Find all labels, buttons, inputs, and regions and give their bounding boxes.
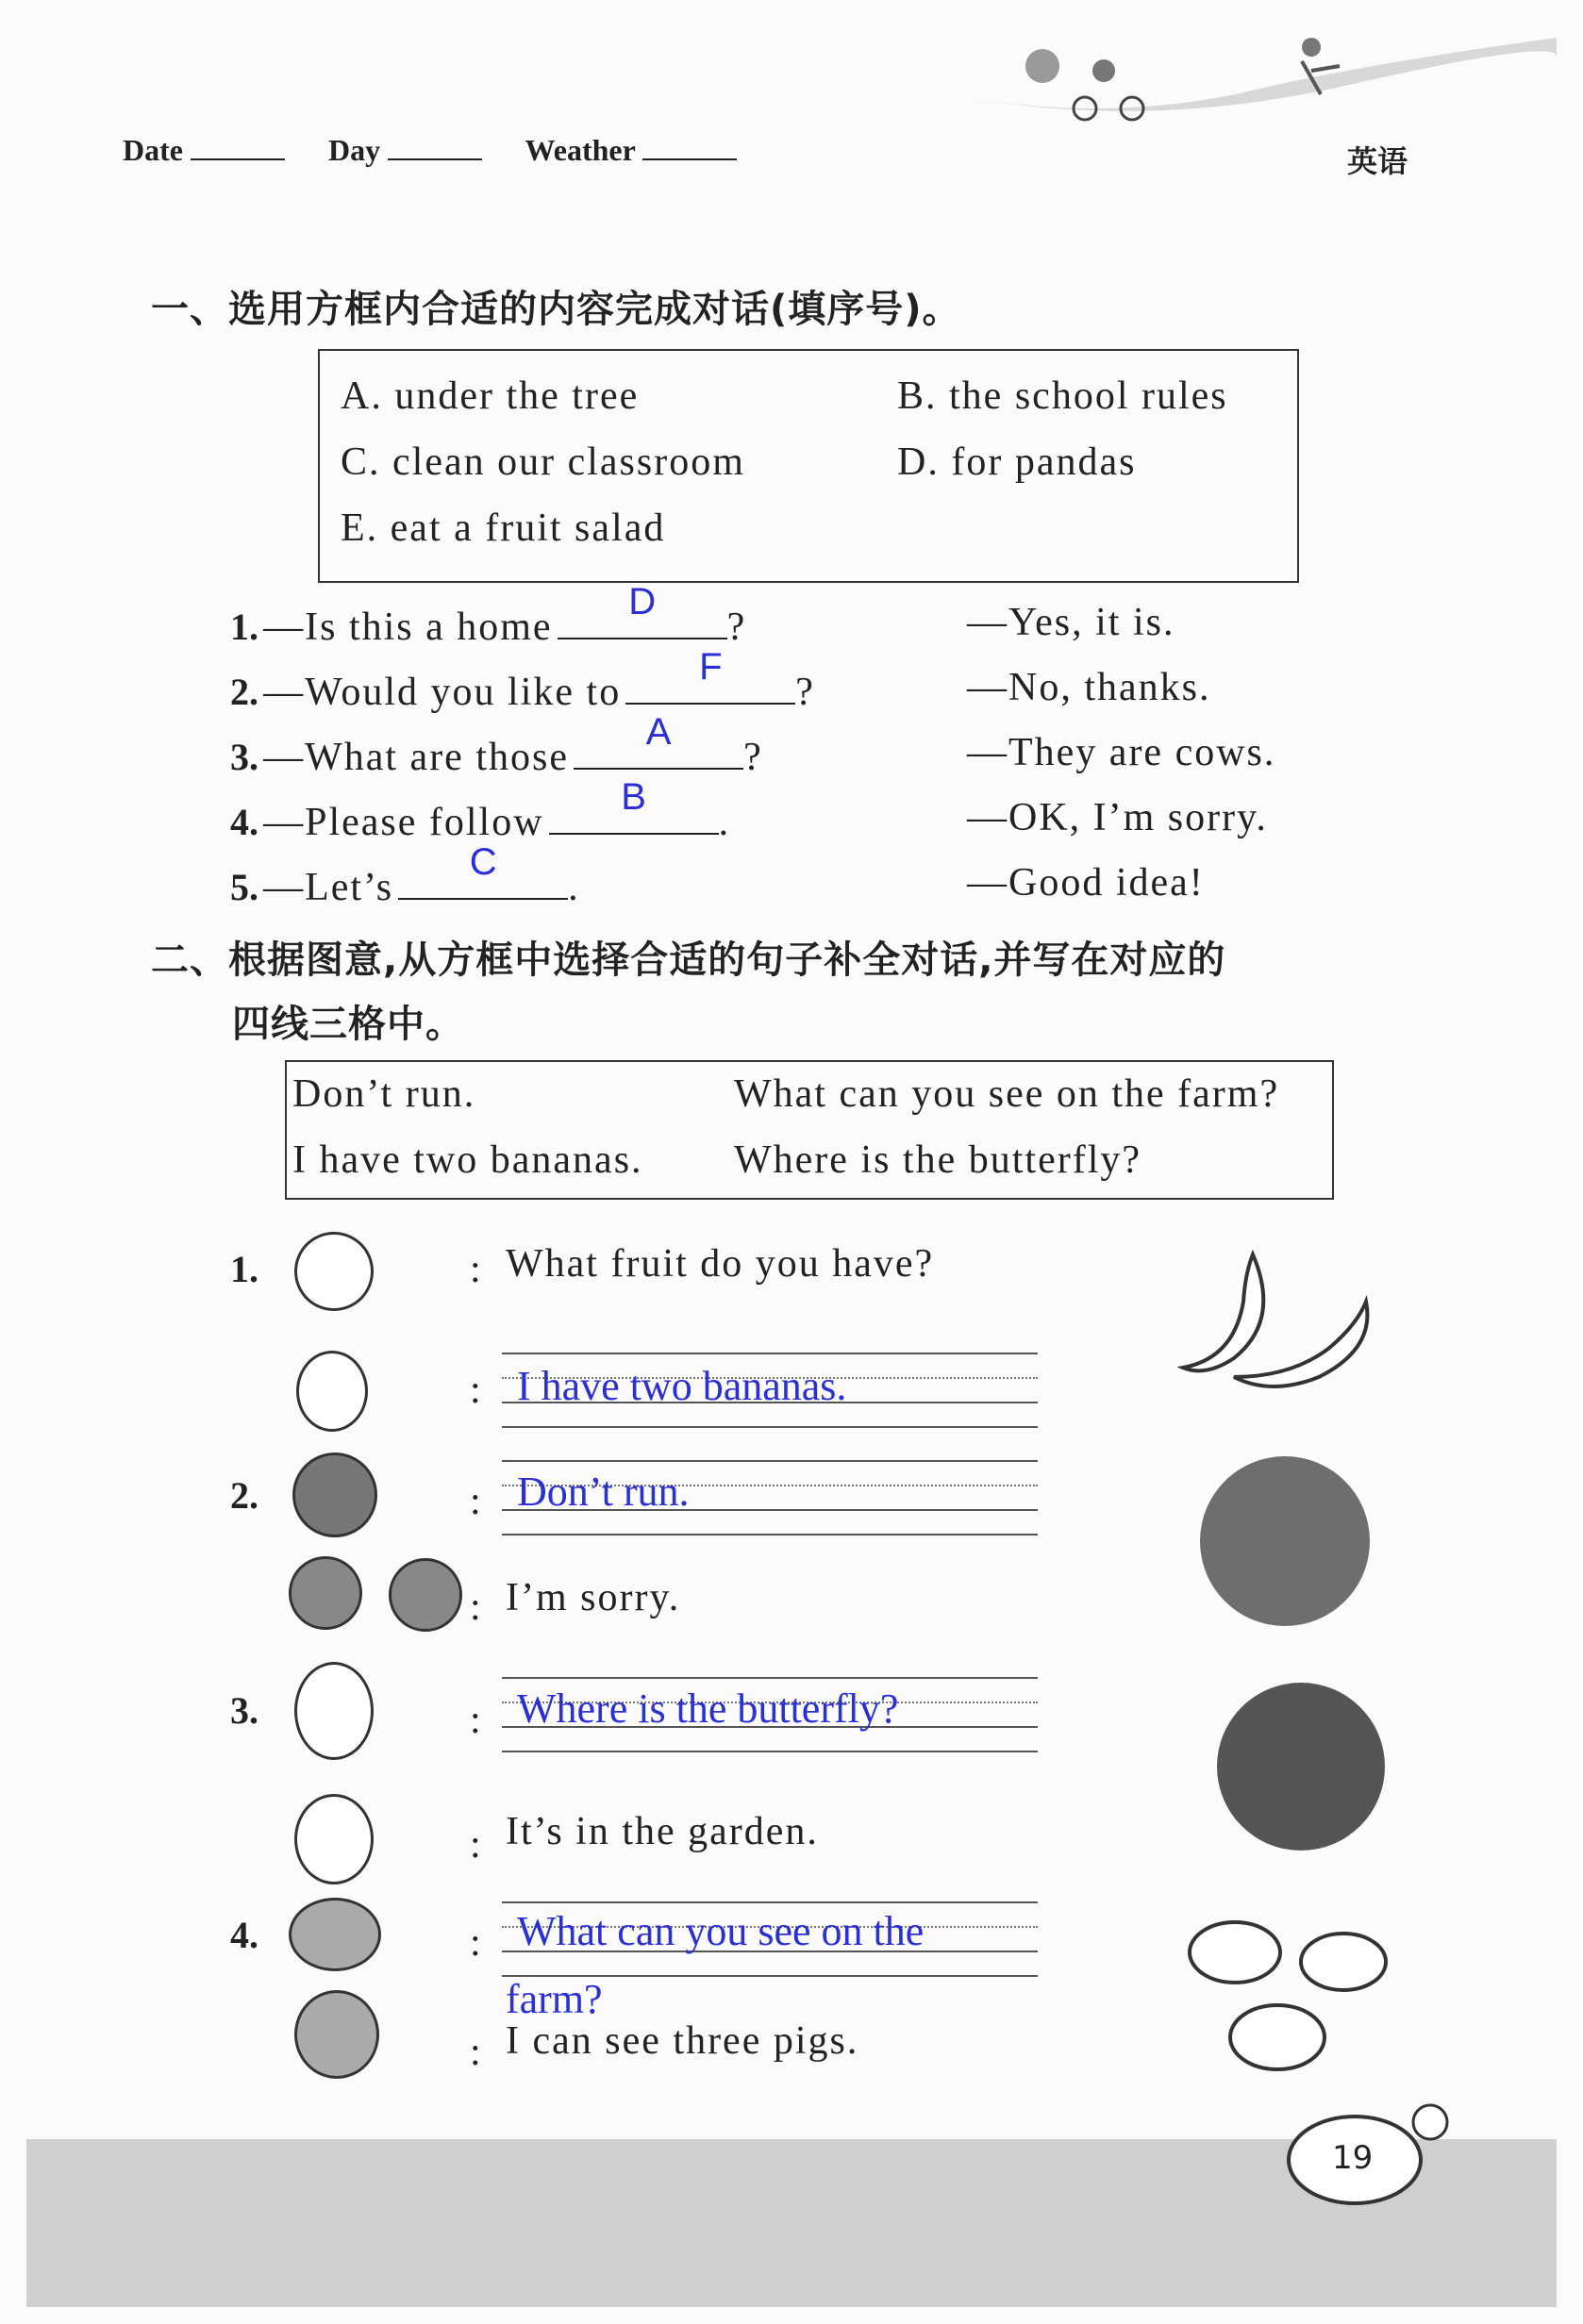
pigs-image	[1183, 1905, 1391, 2084]
section2-sentence-box	[285, 1060, 1334, 1200]
boy-avatar	[296, 1351, 368, 1432]
item-3-line2: It’s in the garden.	[506, 1810, 819, 1853]
day-label: Day	[327, 133, 381, 167]
box-sentence: Don’t run.	[292, 1072, 476, 1116]
section2-title-line1: 二、根据图意,从方框中选择合适的句子补全对话,并写在对应的	[151, 938, 1226, 982]
boy2-avatar	[389, 1558, 462, 1632]
date-blank[interactable]	[191, 132, 285, 160]
box-sentence: What can you see on the farm?	[734, 1072, 1280, 1116]
colon: :	[470, 1823, 483, 1867]
colon: :	[470, 1699, 483, 1742]
option-c: C. clean our classroom	[341, 440, 745, 484]
box-sentence: Where is the butterfly?	[734, 1138, 1141, 1182]
section1-title: 一、选用方框内合适的内容完成对话(填序号)。	[151, 288, 961, 331]
weather-blank[interactable]	[642, 132, 737, 160]
item-4-answer-cont: farm?	[506, 1976, 603, 2022]
teacher-avatar	[294, 1232, 374, 1311]
header-illustration	[953, 28, 1557, 141]
header-fields	[123, 132, 737, 168]
item-2-answer: Don’t run.	[517, 1469, 690, 1515]
option-b: B. the school rules	[897, 374, 1228, 418]
colon: :	[470, 1921, 483, 1965]
question-5: 5. —Let’s C .	[230, 841, 580, 909]
item-1-line1: What fruit do you have?	[506, 1242, 935, 1286]
item-1-number: 1.	[230, 1248, 258, 1290]
weather-label: Weather	[525, 133, 636, 167]
option-d: D. for pandas	[897, 440, 1137, 484]
answer-blank[interactable]: B	[549, 795, 719, 835]
colon: :	[470, 1248, 483, 1291]
answer-blank[interactable]: C	[398, 860, 568, 900]
item-1-answer: I have two bananas.	[517, 1363, 847, 1409]
page-number: 19	[1332, 2139, 1374, 2177]
mouse-avatar	[289, 1898, 381, 1971]
item-2-line2: I’m sorry.	[506, 1576, 681, 1619]
item-2-number: 2.	[230, 1474, 258, 1517]
answer-blank[interactable]: F	[625, 665, 795, 705]
bananas-image	[1177, 1245, 1394, 1396]
reply-3: —They are cows.	[967, 731, 1276, 774]
snail-icon	[1279, 2084, 1468, 2207]
colon: :	[470, 1369, 483, 1412]
question-2: 2. —Would you like to F ?	[230, 646, 815, 714]
section2-title-line2: 四线三格中。	[232, 1003, 464, 1046]
item-4-answer: What can you see on the	[517, 1908, 925, 1954]
reply-4: —OK, I’m sorry.	[967, 796, 1268, 839]
garden-butterfly-image	[1217, 1683, 1385, 1851]
day-blank[interactable]	[388, 132, 482, 160]
option-a: A. under the tree	[341, 374, 640, 418]
section1-option-box	[318, 349, 1299, 583]
colon: :	[470, 1585, 483, 1629]
answer-blank[interactable]: A	[574, 730, 743, 770]
question-3: 3. —What are those A ?	[230, 711, 763, 779]
cat-avatar	[294, 1990, 379, 2079]
reply-2: —No, thanks.	[967, 666, 1211, 709]
item-4-number: 4.	[230, 1914, 258, 1956]
reply-5: —Good idea!	[967, 861, 1205, 905]
box-sentence: I have two bananas.	[292, 1138, 643, 1182]
colon: :	[470, 1480, 483, 1523]
question-4: 4. —Please follow B .	[230, 776, 731, 844]
question-1: 1. —Is this a home D ?	[230, 581, 747, 649]
girl-avatar	[289, 1556, 362, 1630]
girl3-avatar	[294, 1794, 374, 1884]
subject-label: 英语	[1347, 143, 1408, 179]
reply-1: —Yes, it is.	[967, 601, 1175, 644]
running-children-image	[1200, 1456, 1370, 1626]
item-3-number: 3.	[230, 1689, 258, 1732]
item-4-line2: I can see three pigs.	[506, 2019, 859, 2063]
boy3-avatar	[294, 1662, 374, 1760]
date-label: Date	[123, 133, 183, 167]
item-3-answer: Where is the butterfly?	[517, 1685, 899, 1732]
man-avatar	[292, 1452, 377, 1537]
answer-blank[interactable]: D	[558, 600, 727, 639]
colon: :	[470, 2031, 483, 2074]
option-e: E. eat a fruit salad	[341, 506, 666, 550]
